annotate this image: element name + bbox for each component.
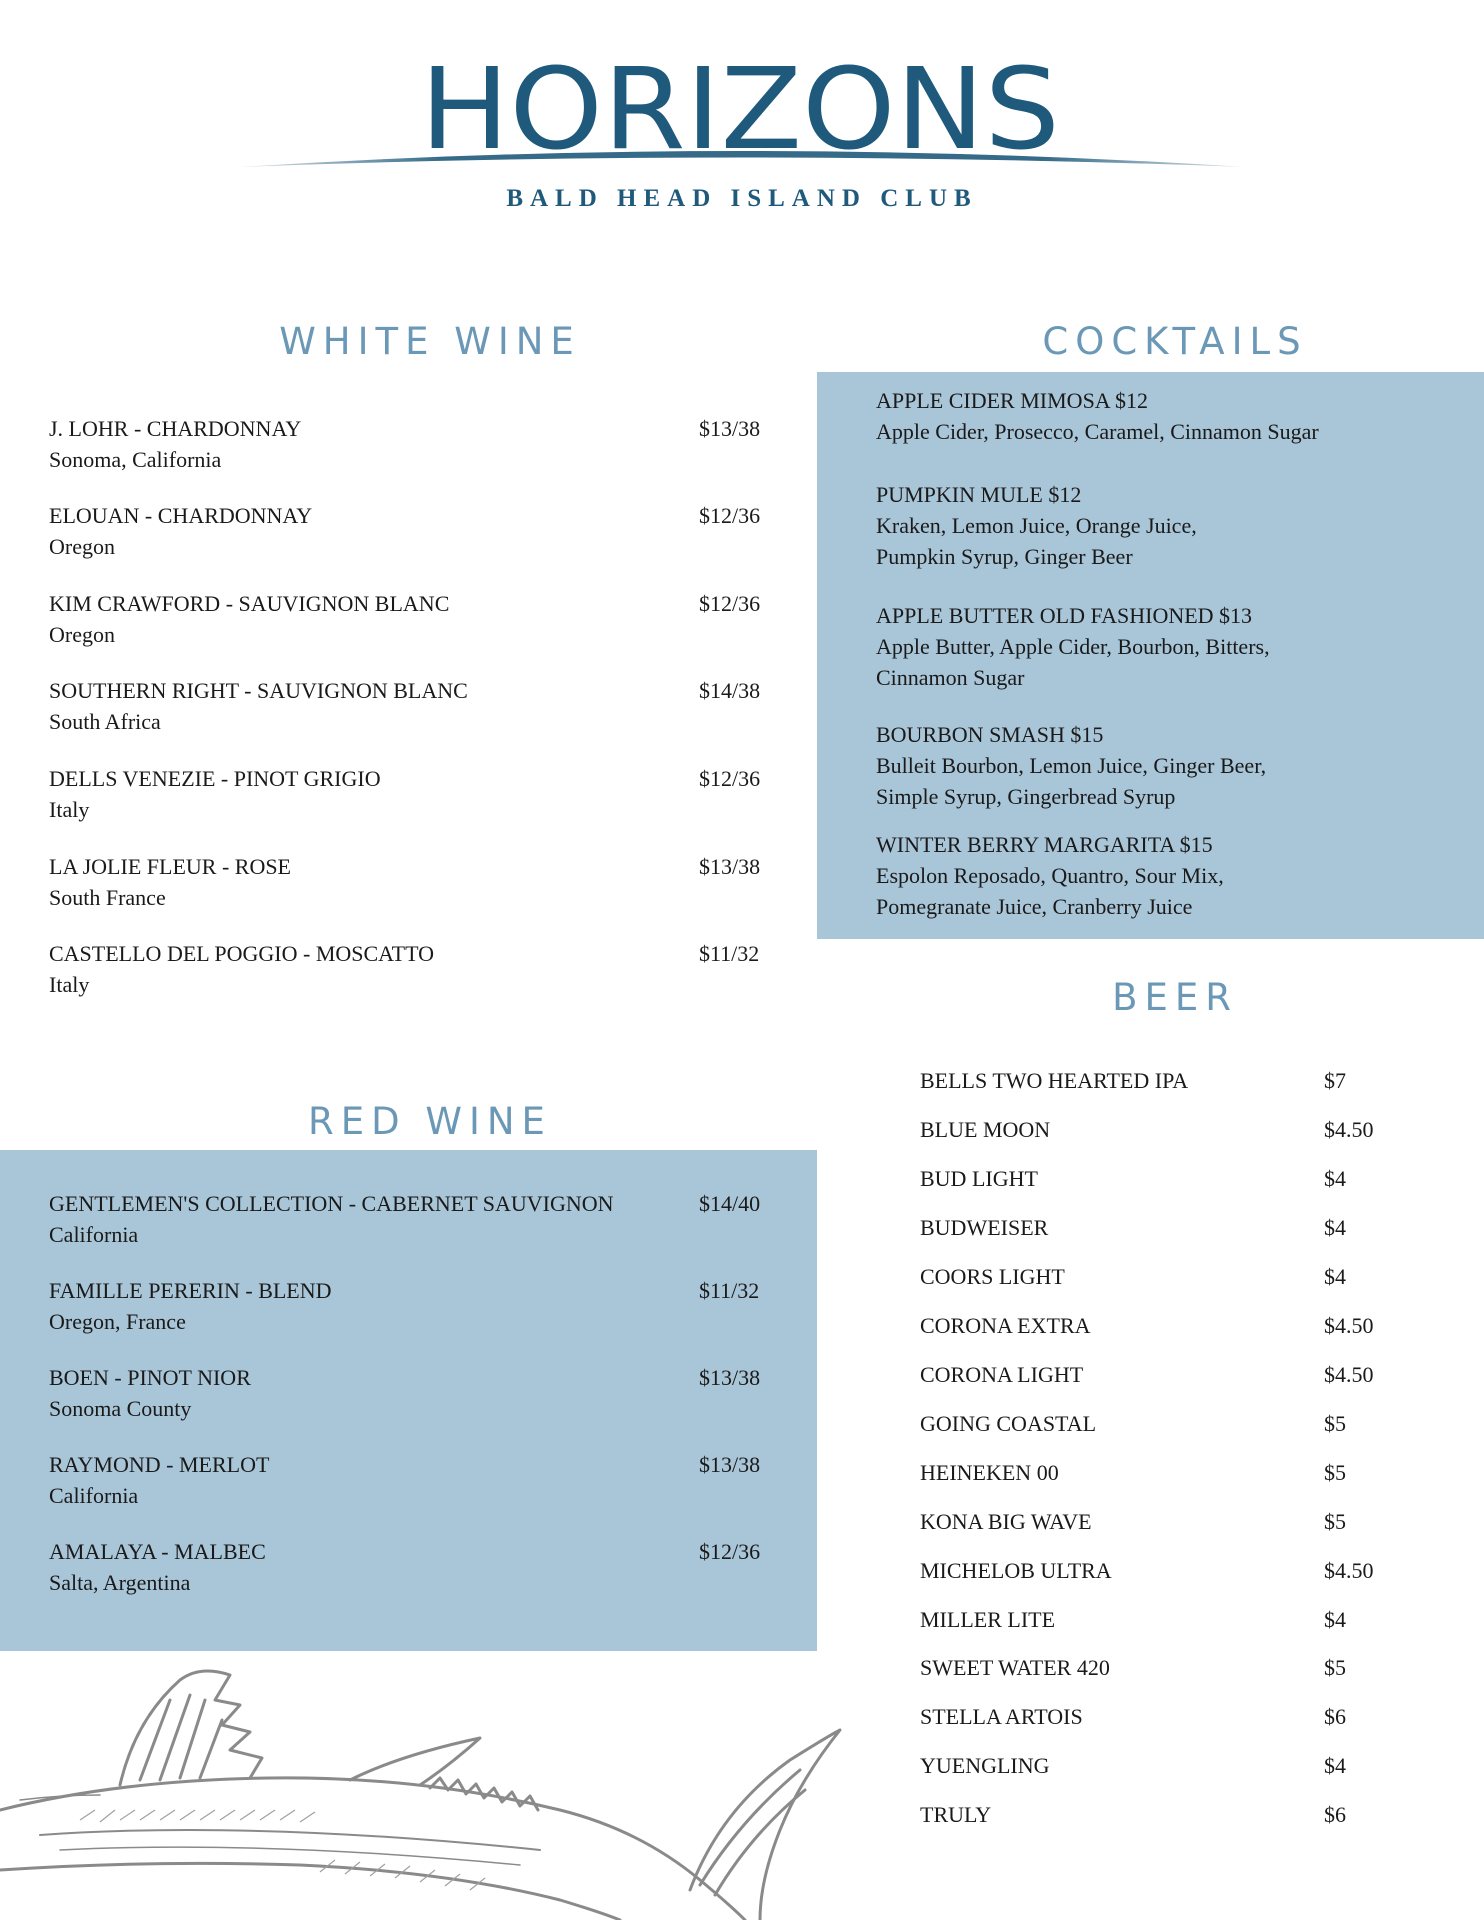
wine-name: DELLS VENEZIE - PINOT GRIGIO (49, 766, 381, 791)
wine-item (49, 854, 779, 918)
beer-price: $4 (1324, 1264, 1346, 1289)
wine-origin: South France (49, 885, 166, 910)
wine-origin: Oregon (49, 622, 115, 647)
beer-item (920, 1215, 1420, 1245)
beer-item (920, 1704, 1420, 1734)
wine-price: $13/38 (699, 1365, 761, 1390)
logo-wordmark: HORIZONS (420, 45, 1060, 175)
wine-name: SOUTHERN RIGHT - SAUVIGNON BLANC (49, 678, 468, 703)
wine-item (49, 503, 779, 567)
wine-price: $12/36 (699, 591, 761, 616)
wine-origin: Oregon, France (49, 1309, 186, 1334)
cocktail-ingredients: Simple Syrup, Gingerbread Syrup (876, 784, 1176, 809)
cocktail-item (876, 829, 1476, 922)
wine-price: $12/36 (699, 503, 761, 528)
wine-origin: Italy (49, 972, 90, 997)
beer-name: COORS LIGHT (920, 1264, 1065, 1289)
cocktail-item (876, 719, 1476, 812)
wine-item (49, 1365, 779, 1429)
cocktail-ingredients: Bulleit Bourbon, Lemon Juice, Ginger Beer, (876, 753, 1267, 778)
cocktail-name: PUMPKIN MULE $12 (876, 482, 1082, 507)
beer-name: CORONA EXTRA (920, 1313, 1091, 1338)
beer-price: $4 (1324, 1166, 1346, 1191)
beer-price: $6 (1324, 1802, 1346, 1827)
wine-item (49, 766, 779, 830)
beer-item (920, 1166, 1420, 1196)
wine-price: $13/38 (699, 1452, 761, 1477)
beer-price: $4 (1324, 1607, 1346, 1632)
wine-item (49, 1278, 779, 1342)
wine-item (49, 591, 779, 655)
beer-item (920, 1558, 1420, 1588)
beer-item (920, 1753, 1420, 1783)
beer-name: HEINEKEN 00 (920, 1460, 1059, 1485)
beer-item (920, 1068, 1420, 1098)
wine-name: ELOUAN - CHARDONNAY (49, 503, 313, 528)
beer-price: $4.50 (1324, 1362, 1374, 1387)
beer-item (920, 1655, 1420, 1685)
cocktail-ingredients: Pumpkin Syrup, Ginger Beer (876, 544, 1133, 569)
wine-origin: Oregon (49, 534, 115, 559)
beer-name: MICHELOB ULTRA (920, 1558, 1112, 1583)
beer-item (920, 1460, 1420, 1490)
horizons-logo (230, 40, 1250, 180)
beer-title: BEER (1112, 976, 1238, 1019)
wine-name: FAMILLE PERERIN - BLEND (49, 1278, 332, 1303)
beer-price: $5 (1324, 1509, 1346, 1534)
beer-price: $7 (1324, 1068, 1346, 1093)
beer-name: STELLA ARTOIS (920, 1704, 1083, 1729)
beer-name: BLUE MOON (920, 1117, 1051, 1142)
wine-price: $13/38 (699, 854, 761, 879)
wine-price: $11/32 (699, 941, 760, 966)
beer-item (920, 1362, 1420, 1392)
wine-item (49, 1539, 779, 1603)
cocktail-ingredients: Apple Cider, Prosecco, Caramel, Cinnamon Sugar (876, 419, 1319, 444)
beer-item (920, 1313, 1420, 1343)
beer-item (920, 1264, 1420, 1294)
wine-item (49, 1191, 779, 1255)
wine-name: AMALAYA - MALBEC (49, 1539, 266, 1564)
beer-price: $4 (1324, 1753, 1346, 1778)
wine-name: RAYMOND - MERLOT (49, 1452, 270, 1477)
beer-name: BELLS TWO HEARTED IPA (920, 1068, 1189, 1093)
beer-item (920, 1509, 1420, 1539)
wine-origin: California (49, 1483, 139, 1508)
beer-name: GOING COASTAL (920, 1411, 1097, 1436)
beer-price: $4 (1324, 1215, 1346, 1240)
cocktail-item (876, 479, 1476, 572)
wine-price: $13/38 (699, 416, 761, 441)
cocktail-item (876, 385, 1476, 447)
beer-name: MILLER LITE (920, 1607, 1056, 1632)
wine-origin: Sonoma County (49, 1396, 192, 1421)
wine-name: KIM CRAWFORD - SAUVIGNON BLANC (49, 591, 450, 616)
cocktail-ingredients: Apple Butter, Apple Cider, Bourbon, Bitters, (876, 634, 1270, 659)
cocktail-name: APPLE BUTTER OLD FASHIONED $13 (876, 603, 1253, 628)
club-name: BALD HEAD ISLAND CLUB (506, 185, 978, 212)
wine-origin: South Africa (49, 709, 161, 734)
beer-name: BUDWEISER (920, 1215, 1049, 1240)
beer-item (920, 1411, 1420, 1441)
wine-name: CASTELLO DEL POGGIO - MOSCATTO (49, 941, 434, 966)
cocktail-item (876, 600, 1476, 693)
wine-item (49, 416, 779, 480)
beer-name: KONA BIG WAVE (920, 1509, 1092, 1534)
cocktail-ingredients: Espolon Reposado, Quantro, Sour Mix, (876, 863, 1224, 888)
wine-origin: California (49, 1222, 139, 1247)
wine-item (49, 1452, 779, 1516)
beer-item (920, 1607, 1420, 1637)
beer-item (920, 1802, 1420, 1832)
wine-origin: Salta, Argentina (49, 1570, 191, 1595)
wine-price: $12/36 (699, 1539, 761, 1564)
cocktail-name: BOURBON SMASH $15 (876, 722, 1104, 747)
wine-price: $11/32 (699, 1278, 760, 1303)
wine-item (49, 941, 779, 1005)
wine-name: J. LOHR - CHARDONNAY (49, 416, 302, 441)
beer-price: $4.50 (1324, 1117, 1374, 1142)
beer-name: CORONA LIGHT (920, 1362, 1084, 1387)
wine-item (49, 678, 779, 742)
wine-origin: Italy (49, 797, 90, 822)
beer-name: SWEET WATER 420 (920, 1655, 1110, 1680)
beer-price: $5 (1324, 1655, 1346, 1680)
wine-price: $12/36 (699, 766, 761, 791)
red-wine-title: RED WINE (308, 1100, 552, 1143)
wine-price: $14/38 (699, 678, 761, 703)
cocktail-name: WINTER BERRY MARGARITA $15 (876, 832, 1213, 857)
cocktail-name: APPLE CIDER MIMOSA $12 (876, 388, 1148, 413)
tuna-fish-illustration (0, 1660, 860, 1920)
beer-price: $5 (1324, 1460, 1346, 1485)
cocktail-ingredients: Pomegranate Juice, Cranberry Juice (876, 894, 1193, 919)
beer-price: $5 (1324, 1411, 1346, 1436)
wine-name: BOEN - PINOT NIOR (49, 1365, 251, 1390)
white-wine-title: WHITE WINE (279, 320, 581, 363)
beer-item (920, 1117, 1420, 1147)
beer-price: $4.50 (1324, 1558, 1374, 1583)
wine-price: $14/40 (699, 1191, 761, 1216)
beer-name: BUD LIGHT (920, 1166, 1038, 1191)
beer-price: $6 (1324, 1704, 1346, 1729)
beer-price: $4.50 (1324, 1313, 1374, 1338)
cocktail-ingredients: Cinnamon Sugar (876, 665, 1025, 690)
cocktail-ingredients: Kraken, Lemon Juice, Orange Juice, (876, 513, 1197, 538)
beer-name: YUENGLING (920, 1753, 1050, 1778)
cocktails-title: COCKTAILS (1042, 320, 1308, 363)
beer-name: TRULY (920, 1802, 992, 1827)
wine-name: LA JOLIE FLEUR - ROSE (49, 854, 291, 879)
wine-origin: Sonoma, California (49, 447, 222, 472)
wine-name: GENTLEMEN'S COLLECTION - CABERNET SAUVIGNON (49, 1191, 614, 1216)
